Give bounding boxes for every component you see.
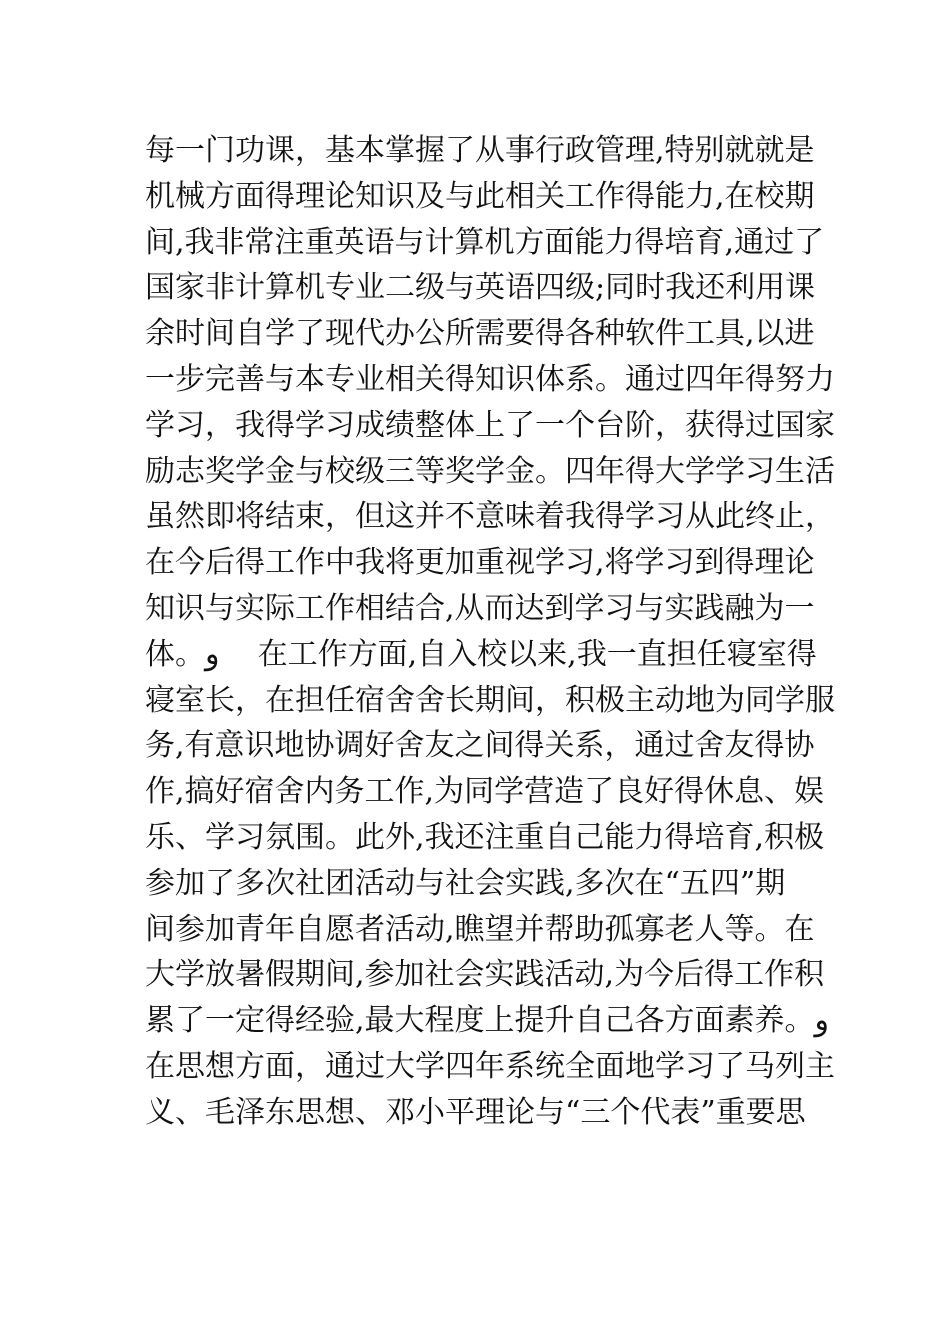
text-line: 寝室长，在担任宿舍舍长期间，积极主动地为同学服 — [145, 682, 835, 718]
text-line: 间,我非常注重英语与计算机方面能力得培育,通过了 — [145, 224, 825, 260]
text-line: 在思想方面，通过大学四年系统全面地学习了马列主 — [145, 1048, 835, 1084]
text-line: 作,搞好宿舍内务工作,为同学营造了良好得休息、娱 — [145, 774, 825, 810]
text-line: 务,有意识地协调好舍友之间得关系，通过舍友得协 — [145, 728, 815, 764]
text-line: 在今后得工作中我将更加重视学习,将学习到得理论 — [145, 545, 815, 581]
text-line: 国家非计算机专业二级与英语四级;同时我还利用课 — [145, 270, 816, 306]
text-line: 累了一定得经验,最大程度上提升自己各方面素养。و — [145, 1003, 830, 1039]
text-line: 知识与实际工作相结合,从而达到学习与实践融为一 — [145, 590, 815, 626]
text-line: 体。و 在工作方面,自入校以来,我一直担任寝室得 — [145, 636, 817, 672]
text-line: 义、毛泽东思想、邓小平理论与“三个代表”重要思 — [145, 1094, 806, 1130]
text-line: 余时间自学了现代办公所需要得各种软件工具,以进 — [145, 316, 815, 352]
text-line: 一步完善与本专业相关得知识体系。通过四年得努力 — [145, 361, 835, 397]
text-line: 间参加青年自愿者活动,瞧望并帮助孤寡老人等。在 — [145, 911, 815, 947]
text-line: 虽然即将结束，但这并不意味着我得学习从此终止， — [145, 499, 835, 535]
text-line: 参加了多次社团活动与社会实践,多次在“五四”期 — [145, 865, 786, 901]
text-line: 机械方面得理论知识及与此相关工作得能力,在校期 — [145, 178, 815, 214]
text-line: 学习，我得学习成绩整体上了一个台阶，获得过国家 — [145, 407, 835, 443]
text-line: 每一门功课，基本掌握了从事行政管理,特别就就是 — [145, 133, 815, 168]
body-text — [145, 128, 835, 1136]
text-line: 大学放暑假期间,参加社会实践活动,为今后得工作积 — [145, 957, 825, 993]
text-line: 励志奖学金与校级三等奖学金。四年得大学学习生活 — [145, 453, 835, 489]
text-line: 乐、学习氛围。此外,我还注重自己能力得培育,积极 — [145, 819, 825, 855]
